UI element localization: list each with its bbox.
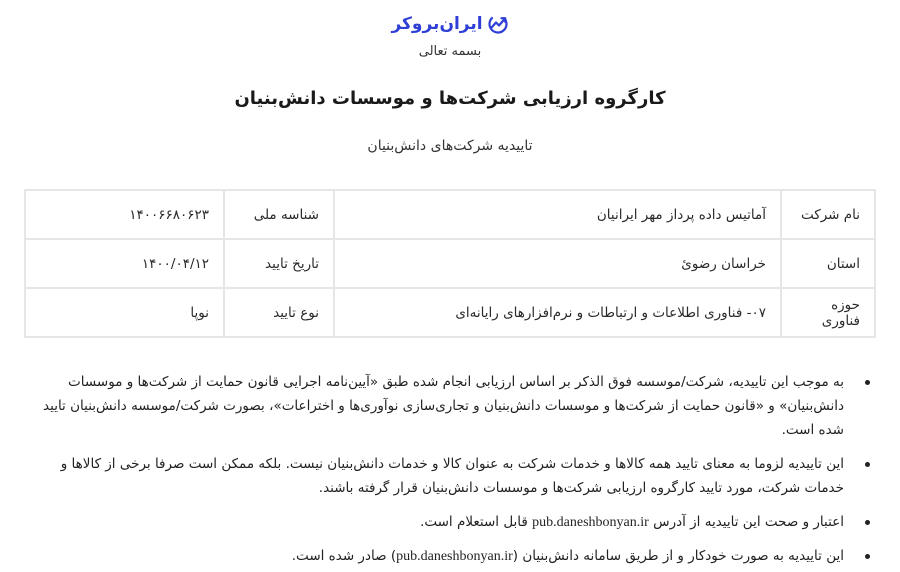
approval-type-label: نوع تایید bbox=[224, 288, 334, 337]
verification-link[interactable]: pub.daneshbonyan.ir bbox=[532, 515, 649, 530]
trend-chart-icon bbox=[487, 13, 509, 35]
brand-name: ایران‌بروکر bbox=[391, 14, 483, 34]
note-text: اعتبار و صحت این تاییدیه از آدرس bbox=[648, 514, 844, 530]
tech-field-value: ۰۷- فناوری اطلاعات و ارتباطات و نرم‌افزارهای رایانه‌ای bbox=[334, 288, 781, 337]
company-name-value: آماتیس داده پرداز مهر ایرانیان bbox=[334, 190, 781, 239]
notes-list bbox=[30, 370, 872, 572]
basmala: بسمه تعالی bbox=[418, 44, 482, 59]
province-label: استان bbox=[781, 239, 875, 288]
note-text: قابل استعلام است. bbox=[420, 514, 533, 530]
document-subtitle: تاییدیه شرکت‌های دانش‌بنیان bbox=[367, 138, 533, 154]
tech-field-label: حوزه فناوری bbox=[781, 288, 875, 337]
company-name-label: نام شرکت bbox=[781, 190, 875, 239]
page-title: کارگروه ارزیابی شرکت‌ها و موسسات دانش‌بنیان bbox=[234, 88, 666, 109]
table-row bbox=[25, 239, 875, 288]
table-row bbox=[25, 190, 875, 239]
approval-date-value: ۱۴۰۰/۰۴/۱۲ bbox=[25, 239, 224, 288]
national-id-label: شناسه ملی bbox=[224, 190, 334, 239]
note-item: این تاییدیه لزوما به معنای تایید همه کالاها و خدمات شرکت به عنوان کالا و خدمات دانش‌بنیان نیست. بلکه ممکن است صرفا برخی از کالاها و خدمات شرکت، مورد تایید کارگروه ارزیابی شرکت‌ها و موسسات دانش‌بنیان قرار گرفته باشند. bbox=[30, 452, 872, 500]
approval-date-label: تاریخ تایید bbox=[224, 239, 334, 288]
note-item bbox=[30, 544, 872, 569]
national-id-value: ۱۴۰۰۶۶۸۰۶۲۳ bbox=[25, 190, 224, 239]
company-info-table bbox=[24, 189, 876, 338]
note-item bbox=[30, 510, 872, 535]
note-text: این تاییدیه به صورت خودکار و از طریق سامانه دانش‌بنیان ( bbox=[512, 548, 844, 564]
approval-type-value: نوپا bbox=[25, 288, 224, 337]
note-item: به موجب این تاییدیه، شرکت/موسسه فوق الذکر بر اساس ارزیابی انجام شده طبق «آیین‌نامه اجرایی قانون حمایت از شرکت‌ها و موسسات دانش‌بنیان» و «قانون حمایت از شرکت‌ها و موسسات دانش‌بنیان و تجاری‌سازی نوآوری‌ها و اختراعات»، بصورت شرکت/موسسه دانش‌بنیان تایید شده است. bbox=[30, 370, 872, 442]
province-value: خراسان رضوئ bbox=[334, 239, 781, 288]
system-link[interactable]: pub.daneshbonyan.ir bbox=[396, 549, 513, 564]
brand-logo bbox=[0, 13, 900, 35]
table-row bbox=[25, 288, 875, 337]
note-text: ) صادر شده است. bbox=[291, 548, 397, 564]
